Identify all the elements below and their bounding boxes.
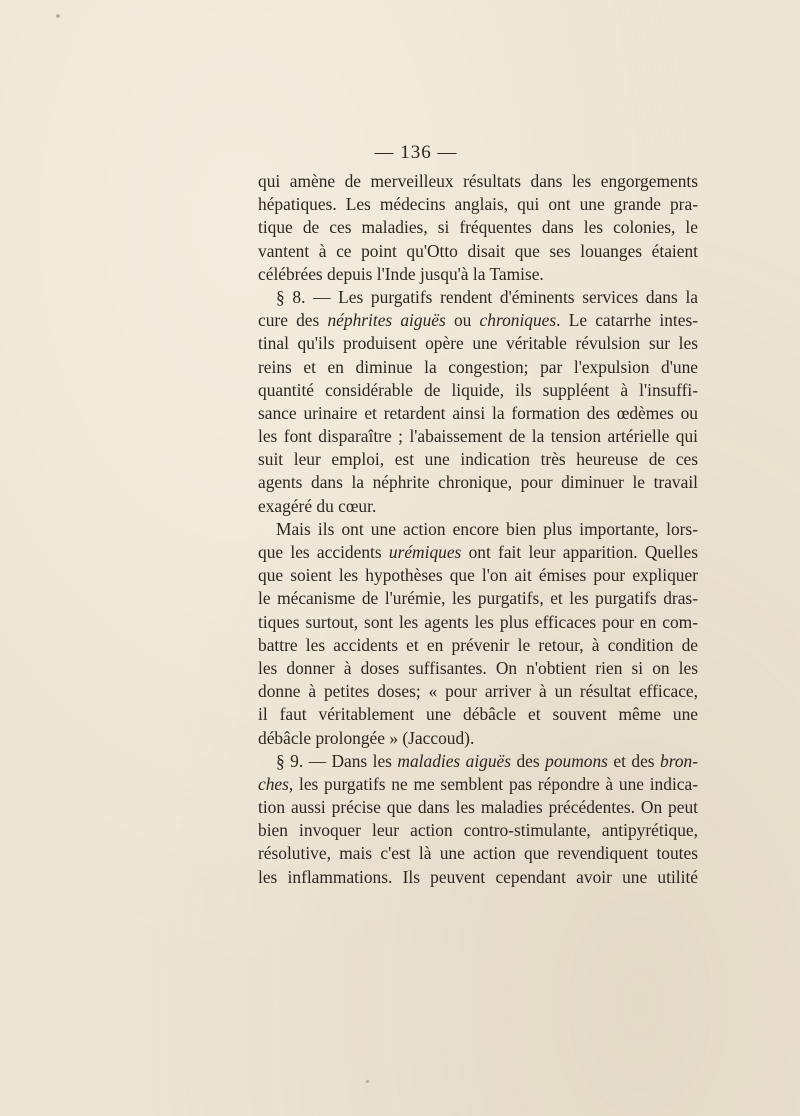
text-segment: , les purgatifs ne me semblent pas répondre à une indica- <box>288 773 698 794</box>
text-line <box>258 842 698 865</box>
text-line <box>258 495 698 518</box>
text-line <box>258 309 698 332</box>
text-line <box>258 471 698 494</box>
paper-speck <box>366 1080 369 1083</box>
text-segment: il faut véritablement une débâcle et souvent même une <box>258 704 698 725</box>
page-number: — 136 — <box>374 142 458 163</box>
text-line <box>258 193 698 216</box>
text-segment: célébrées depuis l'Inde jusqu'à la Tamise. <box>258 263 544 284</box>
text-segment: agents dans la néphrite chronique, pour diminuer le travail <box>258 472 698 493</box>
italic-term: ches <box>258 773 289 794</box>
text-segment: Mais ils ont une action encore bien plus importante, lors- <box>276 518 698 539</box>
text-segment: débâcle prolongée » (Jaccoud). <box>258 727 475 748</box>
italic-term: urémiques <box>388 542 462 562</box>
text-segment: donne à petites doses; « pour arriver à un résultat efficace, <box>258 681 698 702</box>
text-segment: résolutive, mais c'est là une action que revendiquent toutes <box>258 843 698 864</box>
text-segment: bien invoquer leur action contro-stimulante, antipyrétique, <box>258 820 698 841</box>
text-segment: ont fait leur apparition. Quelles <box>461 542 698 562</box>
text-segment: ou <box>445 310 480 331</box>
text-line <box>258 541 698 564</box>
text-line <box>258 819 698 842</box>
text-segment: reins et en diminue la congestion; par l'expulsion d'une <box>258 356 698 377</box>
text-line <box>258 240 698 263</box>
text-line <box>258 518 698 541</box>
text-segment: quantité considérable de liquide, ils suppléent à l'insuffi- <box>258 379 698 400</box>
body-text <box>258 170 698 889</box>
text-segment: que les accidents <box>258 542 389 562</box>
text-segment: § 9. — Dans les <box>276 750 398 771</box>
text-segment: vantent à ce point qu'Otto disait que ses louanges étaient <box>258 240 698 261</box>
text-line <box>258 379 698 402</box>
text-line <box>258 866 698 889</box>
text-line <box>258 750 698 773</box>
text-line <box>258 796 698 819</box>
text-segment: sance urinaire et retardent ainsi la formation des œdèmes ou <box>258 402 698 423</box>
text-segment: que soient les hypothèses que l'on ait émises pour expliquer <box>258 565 698 586</box>
text-segment: suit leur emploi, est une indication très heureuse de ces <box>258 449 698 470</box>
text-segment: les inflammations. Ils peuvent cependant avoir une utilité <box>258 866 698 887</box>
text-line <box>258 170 698 193</box>
text-segment: les donner à doses suffisantes. On n'obtient rien si on les <box>258 657 698 678</box>
text-segment: les font disparaître ; l'abaissement de la tension artérielle qui <box>258 426 698 447</box>
text-segment: exagéré du cœur. <box>258 495 377 516</box>
text-line <box>258 402 698 425</box>
text-segment: battre les accidents et en prévenir le retour, à condition de <box>258 634 698 655</box>
text-line <box>258 564 698 587</box>
text-line <box>258 611 698 634</box>
text-line <box>258 425 698 448</box>
text-segment: des <box>511 750 546 771</box>
text-segment: le mécanisme de l'urémie, les purgatifs, et les purgatifs dras- <box>258 588 698 609</box>
text-segment: hépatiques. Les médecins anglais, qui ont une grande pra- <box>258 194 698 215</box>
italic-term: maladies aiguës <box>397 750 512 771</box>
text-line <box>258 448 698 471</box>
text-line <box>258 216 698 239</box>
text-line <box>258 703 698 726</box>
text-segment: tion aussi précise que dans les maladies précédentes. On peut <box>258 797 698 818</box>
italic-term: chroniques <box>479 310 557 331</box>
italic-term: bron- <box>660 750 698 771</box>
italic-term: poumons <box>545 750 608 771</box>
text-line <box>258 356 698 379</box>
text-line <box>258 657 698 680</box>
text-line <box>258 773 698 796</box>
text-line <box>258 286 698 309</box>
text-segment: cure des <box>258 310 328 331</box>
text-line <box>258 727 698 750</box>
text-line <box>258 634 698 657</box>
italic-term: néphrites aiguës <box>327 310 446 331</box>
text-line <box>258 680 698 703</box>
text-segment: . Le catarrhe intes- <box>556 310 699 331</box>
text-segment: § 8. — Les purgatifs rendent d'éminents services dans la <box>276 286 698 307</box>
text-line <box>258 587 698 610</box>
text-segment: tique de ces maladies, si fréquentes dans les colonies, le <box>258 217 698 238</box>
text-segment: et des <box>607 750 660 771</box>
text-line <box>258 263 698 286</box>
paper-speck <box>56 14 60 18</box>
text-segment: tinal qu'ils produisent opère une véritable révulsion sur les <box>258 333 698 354</box>
text-line <box>258 332 698 355</box>
text-segment: tiques surtout, sont les agents les plus efficaces pour en com- <box>258 611 698 632</box>
text-segment: qui amène de merveilleux résultats dans les engorgements <box>258 171 698 191</box>
